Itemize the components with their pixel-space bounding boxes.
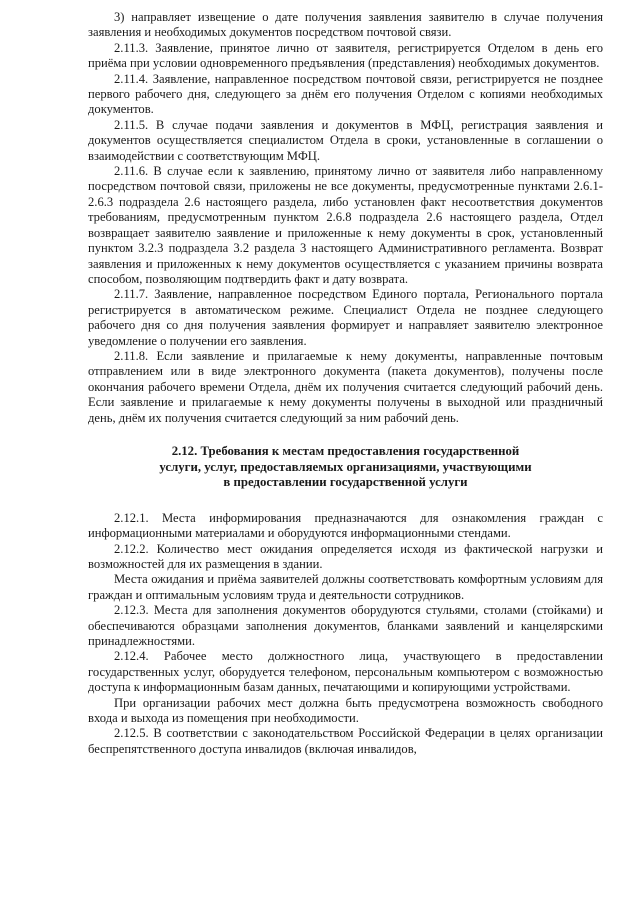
paragraph-2-12-1: 2.12.1. Места информирования предназначаются для ознакомления граждан с информационными материалами и оборудуются информационными стендами.: [88, 510, 603, 541]
paragraph-2-11-3: 2.11.3. Заявление, принятое лично от заявителя, регистрируется Отделом в день его приёма при условии одновременного предъявления (представления) необходимых документов.: [88, 40, 603, 71]
paragraph-2-11-7: 2.11.7. Заявление, направленное посредством Единого портала, Регионального портала регистрируется в автоматическом режиме. Специалист Отдела не позднее следующего рабочего дня со дня получения заявления формирует и направляет заявителю электронное уведомление о получении его заявления.: [88, 287, 603, 348]
paragraph-2-11-8: 2.11.8. Если заявление и прилагаемые к нему документы, направленные почтовым отправлением или в виде электронного документа (пакета документов), получены после окончания рабочего времени Отдела, днём их получения считается следующий рабочий день. Если заявление и прилагаемые к нему документы получены в выходной или праздничный день, днём их получения считается следующий за ним рабочий день.: [88, 348, 603, 425]
heading-line-2: услуги, услуг, предоставляемых организациями, участвующими: [159, 459, 532, 474]
section-heading-2-12: [88, 444, 603, 491]
paragraph-waiting-places: Места ожидания и приёма заявителей должны соответствовать комфортным условиям для граждан и оптимальным условиям труда и деятельности сотрудников.: [88, 572, 603, 602]
heading-line-3: в предоставлении государственной услуги: [223, 475, 468, 490]
paragraph-notice-mail: 3) направляет извещение о дате получения заявления заявителю в случае получения заявления и необходимых документов посредством почтовой связи.: [88, 10, 603, 40]
document-page: [88, 10, 603, 757]
paragraph-2-12-3: 2.12.3. Места для заполнения документов оборудуются стульями, столами (стойками) и обеспечиваются образцами заполнения документов, бланками заявлений и канцелярскими принадлежностями.: [88, 603, 603, 648]
paragraph-2-12-4: 2.12.4. Рабочее место должностного лица, участвующего в предоставлении государственных услуг, оборудуется телефоном, персональным компьютером с возможностью доступа к информационным базам данных, печатающими и копирующими устройствами.: [88, 649, 603, 695]
paragraph-2-11-4: 2.11.4. Заявление, направленное посредством почтовой связи, регистрируется не позднее первого рабочего дня, следующего за днём его получения Отделом с копиями необходимых документов.: [88, 71, 603, 117]
paragraph-2-12-5: 2.12.5. В соответствии с законодательством Российской Федерации в целях организации беспрепятственного доступа инвалидов (включая инвалидов,: [88, 726, 603, 756]
paragraph-2-11-6: 2.11.6. В случае если к заявлению, принятому лично от заявителя либо направленному посредством почтовой связи, приложены не все документы, предусмотренные пунктами 2.6.1-2.6.3 подраздела 2.6 настоящего раздела, либо установлен факт несоответствия документов требованиям, предусмотренным пунктом 2.6.8 подраздела 2.6 настоящего раздела, Отдел возвращает заявителю заявление и приложенные к нему документы в срок, установленный пунктом 3.2.3 подраздела 3.2 раздела 3 настоящего Административного регламента. Возврат заявления и приложенных к нему документов осуществляется с указанием причины возврата способом, позволяющим подтвердить факт и дату возврата.: [88, 164, 603, 286]
paragraph-2-11-5: 2.11.5. В случае подачи заявления и документов в МФЦ, регистрация заявления и документов осуществляется специалистом Отдела в сроки, установленные в соглашении о взаимодействии с соответствующим МФЦ.: [88, 117, 603, 163]
paragraph-workplace-access: При организации рабочих мест должна быть предусмотрена возможность свободного входа и выхода из помещения при необходимости.: [88, 695, 603, 726]
paragraph-2-12-2: 2.12.2. Количество мест ожидания определяется исходя из фактической нагрузки и возможностей для их размещения в здании.: [88, 541, 603, 571]
heading-line-1: 2.12. Требования к местам предоставления государственной: [171, 443, 520, 458]
